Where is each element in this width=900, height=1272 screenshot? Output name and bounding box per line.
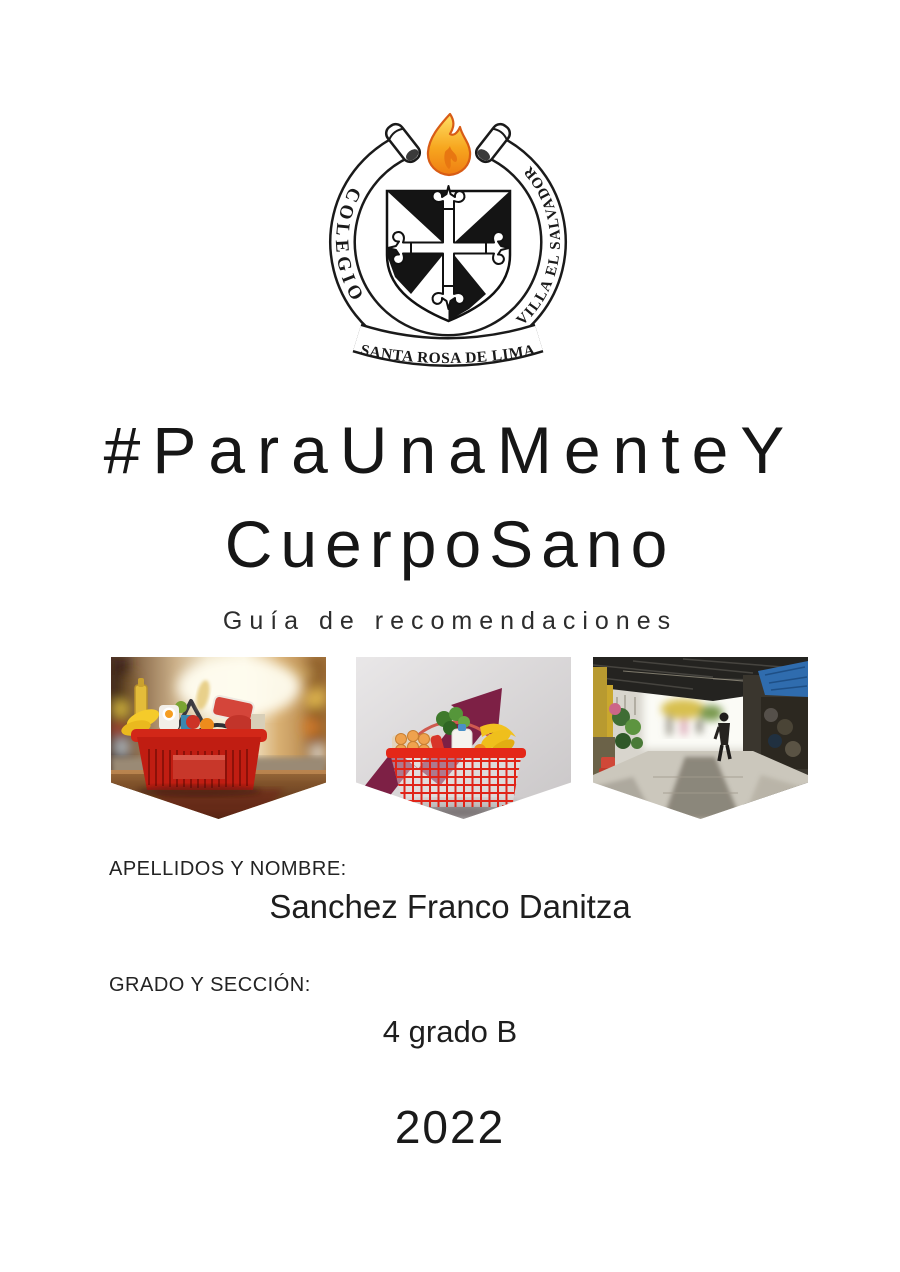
title-line-1: #ParaUnaMenteY xyxy=(103,413,797,487)
basket-rim xyxy=(386,748,526,758)
logo-flame-icon xyxy=(428,114,470,175)
photo-market-street xyxy=(593,657,808,819)
field-label-grado-seccion: GRADO Y SECCIÓN: xyxy=(109,974,311,996)
logo-ribbon-right-textpath: VILLA EL SALVADOR xyxy=(513,162,565,329)
year: 2022 xyxy=(394,1101,506,1153)
photo-supermarket-basket xyxy=(111,657,326,819)
title-line-2: CuerpoSano xyxy=(224,507,676,581)
school-logo-crest xyxy=(319,112,577,370)
subtitle: Guía de recomendaciones xyxy=(222,607,678,635)
field-value-grade-section: 4 grado B xyxy=(382,1014,518,1049)
logo-shield xyxy=(387,186,510,321)
photo-rising-prices-basket xyxy=(356,657,571,819)
field-value-student-name: Sanchez Franco Danitza xyxy=(269,888,631,925)
logo-bottom-banner-textpath: SANTA ROSA DE LIMA xyxy=(359,341,537,368)
ground xyxy=(593,751,808,819)
field-label-apellidos-nombre: APELLIDOS Y NOMBRE: xyxy=(109,858,347,880)
logo-bottom-banner xyxy=(357,338,539,367)
logo-ribbon-left-textpath: COLEGIO xyxy=(330,184,370,309)
